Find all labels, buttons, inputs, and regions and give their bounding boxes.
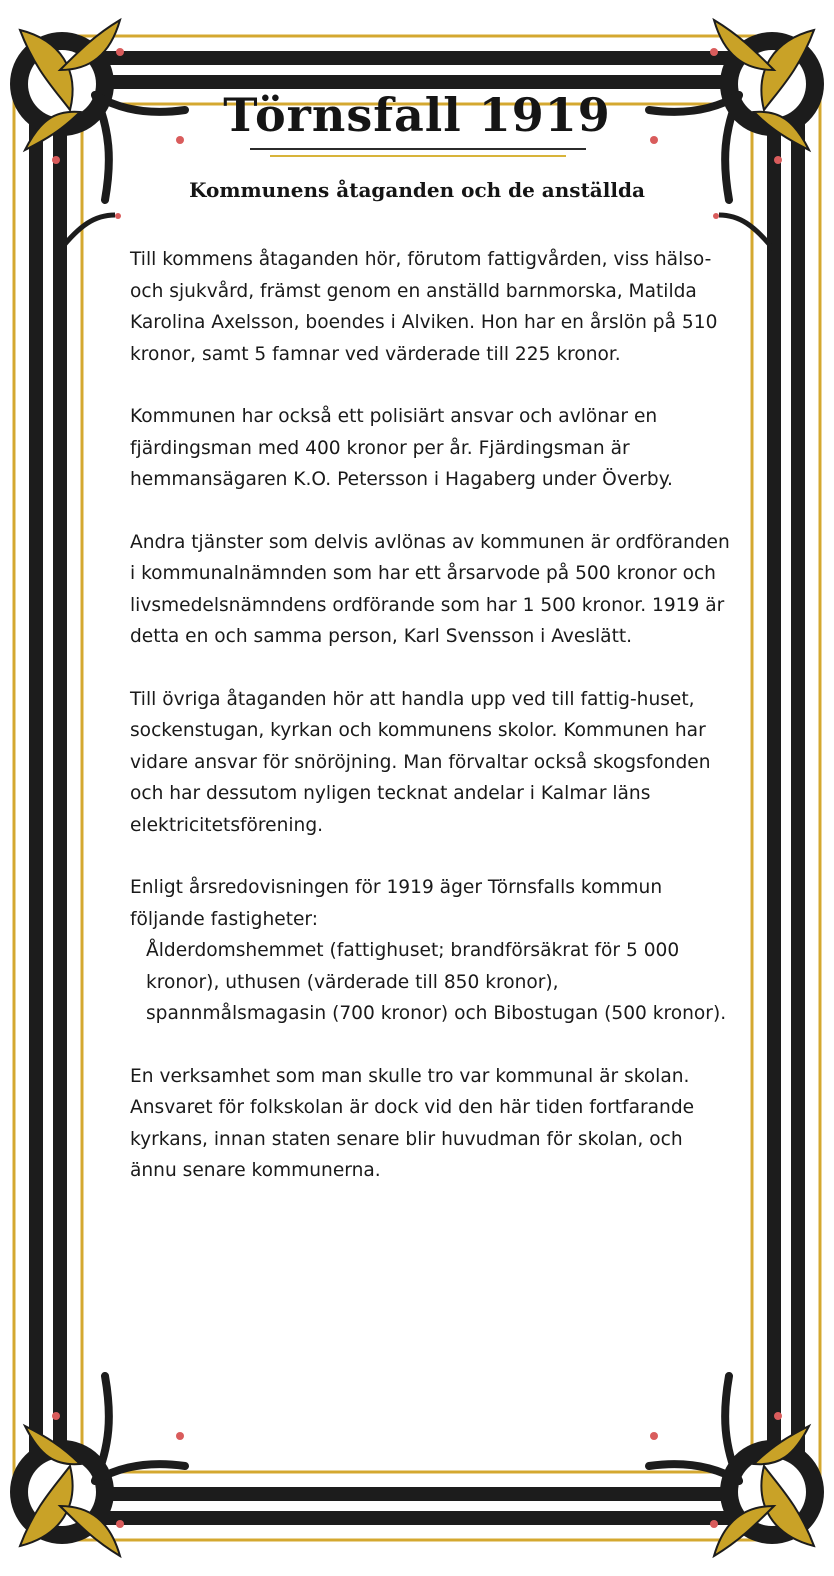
- paragraph-1: Till kommens åtaganden hör, förutom fattigvården, viss hälso- och sjukvård, främst genom en anställd barnmorska, Matilda Karolina Axelsson, boendes i Alviken. Hon har en årslön på 510 kronor, samt 5 famnar ved värderade till 225 kronor.: [130, 249, 718, 365]
- document-body: [130, 244, 730, 1218]
- side-ornament-left: [60, 213, 121, 250]
- paragraph-4: Till övriga åtaganden hör att handla upp ved till fattig-huset, sockenstugan, kyrkan och kommunens skolor. Kommunen har vidare ansvar för snöröjning. Man förvaltar också skogsfonden och har dessutom nyligen tecknat andelar i Kalmar läns elektricitetsförening.: [130, 688, 711, 836]
- paragraph-3: Andra tjänster som delvis avlönas av kommunen är ordföranden i kommunalnämnden som har ett årsarvode på 500 kronor och livsmedelsnämndens ordförande som har 1 500 kronor. 1919 är detta en och samma person, Karl Svensson i Aveslätt.: [130, 531, 730, 647]
- paragraph-7: En verksamhet som man skulle tro var kommunal är skolan. Ansvaret för folkskolan är dock vid den här tiden fortfarande kyrkans, innan staten senare blir huvudman för skolan, och ännu senare kommunerna.: [130, 1065, 695, 1181]
- property-list: [146, 935, 730, 1030]
- document-title: Törnsfall 1919: [223, 88, 611, 142]
- document-subtitle: Kommunens åtaganden och de anställda: [189, 178, 645, 202]
- paragraph-2: Kommunen har också ett polisiärt ansvar och avlönar en fjärdingsman med 400 kronor per år. Fjärdingsman är hemmansägaren K.O. Petersson i Hagaberg under Överby.: [130, 406, 673, 490]
- title-underline: [250, 148, 586, 150]
- paragraph-5: Enligt årsredovisningen för 1919 äger Törnsfalls kommun följande fastigheter:: [130, 877, 663, 930]
- title-gold-underline: [270, 155, 566, 157]
- property-list-item: Ålderdomshemmet (fattighuset; brandförsäkrat för 5 000 kronor), uthusen (värderade till 850 kronor), spannmålsmagasin (700 kronor) och Bibostugan (500 kronor).: [146, 940, 727, 1024]
